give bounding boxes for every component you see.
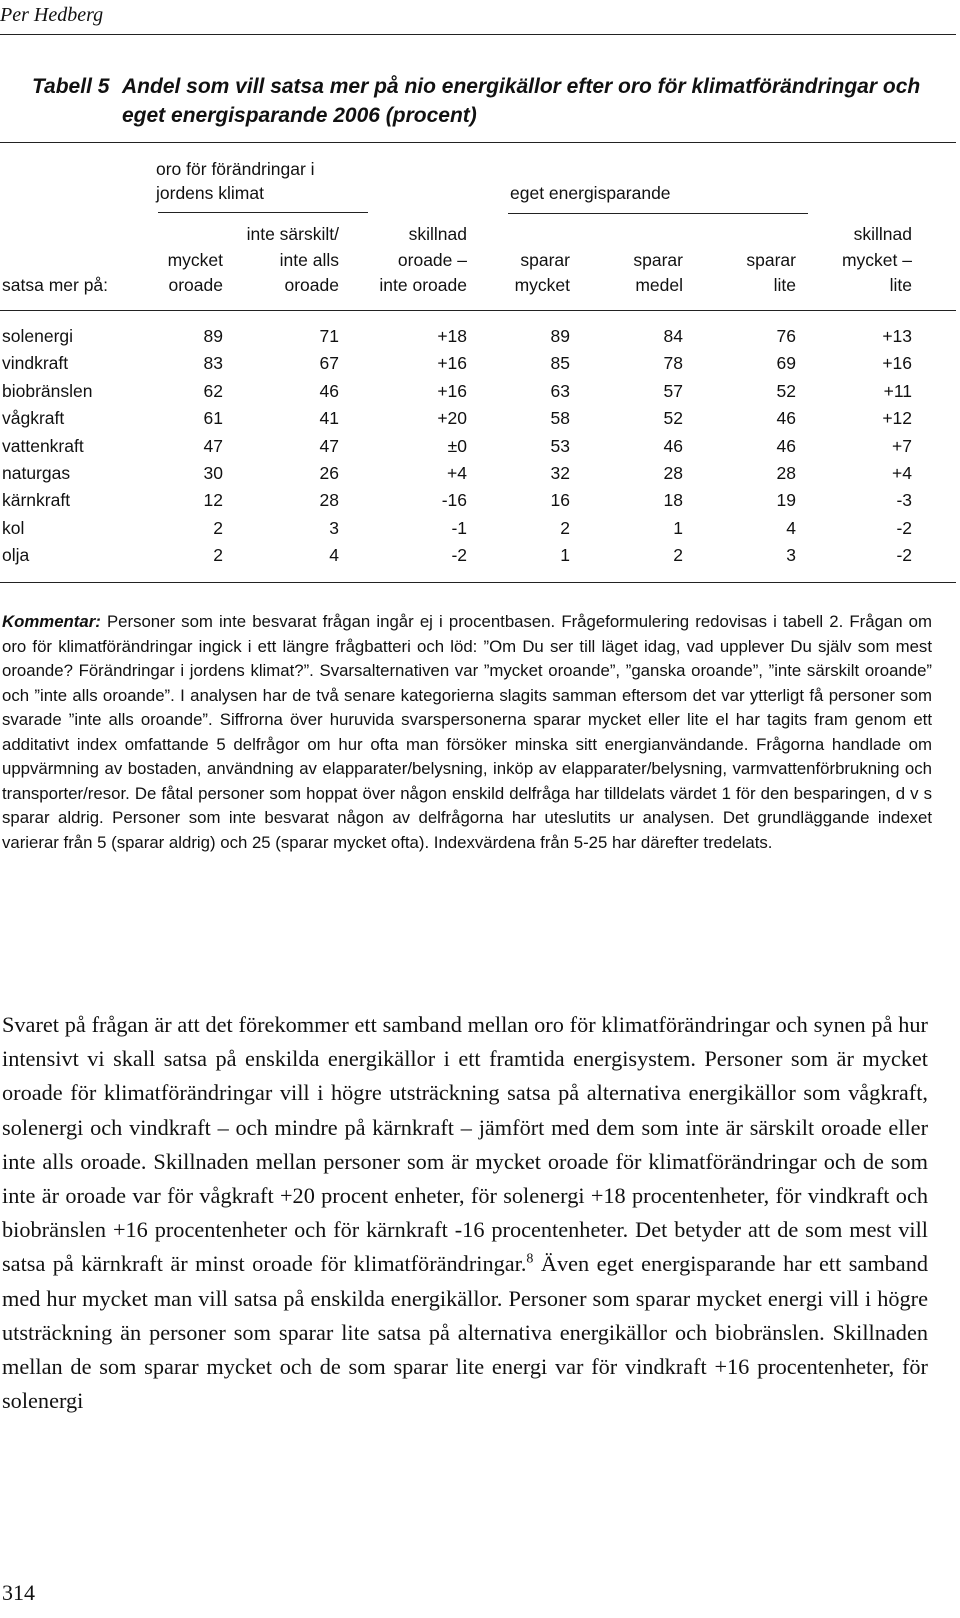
table-cell: 46 [663, 435, 683, 456]
body-paragraph [2, 1008, 928, 1418]
column-header-2-line-2: inte alls [279, 249, 339, 270]
table-cell: 4 [786, 517, 796, 538]
table-cell: 53 [550, 435, 570, 456]
table-comment [2, 610, 932, 855]
table-cell: -1 [451, 517, 467, 538]
table-cell: 46 [319, 380, 339, 401]
table-cell: 3 [329, 517, 339, 538]
header-rule [0, 34, 956, 35]
table-cell: -2 [896, 517, 912, 538]
table-cell: 26 [319, 463, 339, 483]
table-cell: +18 [437, 326, 467, 346]
table-cell: 16 [550, 490, 570, 511]
table-cell: 2 [213, 545, 223, 566]
table-cell: +4 [892, 463, 912, 483]
row-label: biobränslen [2, 380, 93, 401]
page-number: 314 [2, 1580, 35, 1605]
column-header-2-line-1: inte särskilt/ [246, 224, 339, 244]
table-cell: +20 [437, 408, 467, 429]
table-cell: +13 [882, 326, 912, 346]
column-header-7-line-1: skillnad [853, 224, 912, 244]
table-cell: +16 [437, 380, 467, 401]
table-cell: +11 [883, 380, 912, 401]
body-text-b: Även eget energisparande har ett samband med hur mycket man vill satsa på enskilda energikällor. Personer som sparar mycket energi vill i högre utsträckning än personer som sparar lite satsa på alternativa energikällor och biobränslen. Skillnaden mellan de som sparar mycket och de som sparar lite energi var för vindkraft +16 procentenheter, för solenergi [2, 1251, 929, 1414]
table-cell: +7 [892, 435, 912, 456]
table-cell: 71 [319, 326, 339, 346]
column-header-5-line-2: sparar [633, 249, 683, 270]
table-cell: 46 [776, 408, 796, 429]
row-label: kärnkraft [2, 490, 71, 511]
column-header-1-line-3: oroade [168, 275, 223, 295]
table-cell: 85 [550, 353, 570, 374]
table-cell: 12 [203, 490, 223, 511]
group-header-oro-line1: oro för förändringar i [156, 159, 315, 179]
table-cell: +12 [882, 408, 912, 429]
row-label: naturgas [2, 463, 71, 483]
row-label: olja [2, 545, 30, 566]
table-cell: 47 [203, 435, 223, 456]
header-bottom-rule [0, 310, 956, 311]
column-header-7-line-2: mycket – [841, 249, 912, 270]
column-header-3-line-2: oroade – [397, 249, 467, 270]
table-cell: 1 [560, 545, 570, 566]
row-label: vattenkraft [2, 435, 84, 456]
table-cell: 84 [663, 326, 683, 346]
table-cell: 28 [319, 490, 339, 511]
table-cell: 2 [560, 517, 570, 538]
table-cell: -3 [896, 490, 912, 511]
group-header-oro [156, 157, 315, 205]
row-label: kol [2, 517, 25, 538]
group-rule-spar [508, 213, 808, 214]
row-label: vågkraft [2, 408, 65, 429]
table-cell: 2 [213, 517, 223, 538]
column-header-5-line-3: medel [635, 275, 683, 295]
table-cell: 67 [319, 353, 339, 374]
table-cell: 28 [776, 463, 796, 483]
column-header-4-line-2: sparar [520, 249, 570, 270]
table-cell: +16 [882, 353, 912, 374]
table-cell: 89 [550, 326, 570, 346]
table-cell: 52 [776, 380, 796, 401]
table-cell: 61 [203, 408, 223, 429]
column-header-3-line-3: inte oroade [379, 275, 467, 295]
table-cell: 52 [663, 408, 683, 429]
table-cell: 32 [550, 463, 570, 483]
table-cell: 41 [319, 408, 339, 429]
row-header: satsa mer på: [2, 275, 109, 295]
table-cell: 83 [203, 353, 223, 374]
table-cell: 76 [776, 326, 796, 346]
table-cell: 69 [776, 353, 796, 374]
table-cell: 1 [673, 517, 683, 538]
table-cell: 28 [663, 463, 683, 483]
table-cell: 2 [673, 545, 683, 566]
column-header-2-line-3: oroade [284, 275, 339, 295]
table-cell: +4 [447, 463, 467, 483]
row-label: solenergi [2, 326, 74, 346]
column-header-6-line-2: sparar [746, 249, 796, 270]
column-header-6-line-3: lite [773, 275, 796, 295]
table-cell: -2 [451, 545, 467, 566]
group-header-spar: eget energisparande [510, 183, 671, 203]
table-cell: 19 [776, 490, 796, 511]
table-label: Tabell 5 [32, 75, 110, 98]
table-cell: 89 [203, 326, 223, 346]
table-cell: 46 [776, 435, 796, 456]
row-label: vindkraft [2, 353, 69, 374]
footnote-ref: 8 [526, 1252, 534, 1267]
table-title-text: Andel som vill satsa mer på nio energikällor efter oro för klimatförändringar och eget energisparande 2006 (procent) [122, 75, 921, 127]
comment-text: Personer som inte besvarat frågan ingår ej i procentbasen. Frågeformulering redovisas i tabell 2. Frågan om oro för klimatförändringar ingick i ett längre frågbatteri och löd: ”Om Du ser till läget idag, vad upplever Du själv som mest oroande? Förändringar i jordens klimat?”. Svarsalternativen var ”mycket oroande”, ”ganska oroande”, ”inte särskilt oroande” och ”inte alls oroande”. I analysen har de två senare kategorierna slagits samman eftersom det var ytterligt få personer som svarade ”inte alls oroande”. Siffrorna över huruvida svarspersonerna sparar mycket eller lite el har tagits fram genom ett additativt index omfattande 5 delfrågor om hur ofta man försöker minska sitt energianvändande. Frågorna handlade om uppvärmning av bostaden, användning av elapparater/belysning, inköp av elapparater/belysning, varmvattenförbrukning och transporter/resor. De fåtal personer som hoppat över någon enskild delfråga har tilldelats värdet 1 för den besparingen, d v s sparar aldrig. Personer som inte besvarat någon av delfrågorna har uteslutits ur analysen. Det grundläggande indexet varierar från 5 (sparar aldrig) och 25 (sparar mycket ofta). Indexvärdena från 5-25 har därefter tredelats. [2, 612, 932, 852]
table-bottom-rule [0, 582, 956, 583]
comment-label: Kommentar: [2, 612, 101, 631]
table-cell: +16 [437, 353, 467, 374]
column-header-1-line-2: mycket [167, 249, 223, 270]
table-cell: 58 [550, 408, 570, 429]
column-header-3-line-1: skillnad [408, 224, 467, 244]
table-cell: 62 [203, 380, 223, 401]
table-cell: 18 [663, 490, 683, 511]
table-cell: -2 [896, 545, 912, 566]
table-cell: 4 [329, 545, 339, 566]
column-header-7-line-3: lite [889, 275, 912, 295]
table-cell: 63 [550, 380, 570, 401]
group-header-oro-line2: jordens klimat [156, 183, 264, 203]
table-cell: 47 [319, 435, 339, 456]
table-cell: 30 [203, 463, 223, 483]
table-cell: 78 [663, 353, 683, 374]
group-rule-oro [158, 212, 368, 213]
table-cell: 3 [786, 545, 796, 566]
table-cell: 57 [663, 380, 683, 401]
table-cell: ±0 [447, 435, 467, 456]
table-cell: -16 [441, 490, 467, 511]
column-header-4-line-3: mycket [514, 275, 570, 295]
running-header: Per Hedberg [0, 4, 104, 26]
body-text-a: Svaret på frågan är att det förekommer ett samband mellan oro för klimatförändringar och synen på hur intensivt vi skall satsa på enskilda energikällor i ett framtida energisystem. Personer som är mycket oroade för klimatförändringar vill i högre utsträckning satsa på alternativa energikällor som vågkraft, solenergi och vindkraft – och mindre på kärnkraft – jämfört med dem som inte är särskilt oroade eller inte alls oroade. Skillnaden mellan personer som är mycket oroade för klimatförändringar och de som inte är oroade var för vågkraft +20 procent enheter, för solenergi +18 procentenheter, för vindkraft och biobränslen +16 procentenheter och för kärnkraft -16 procentenheter. Det betyder att de som mest vill satsa på kärnkraft är minst oroade för klimatförändringar. [2, 1012, 928, 1277]
table-top-rule [0, 142, 956, 143]
